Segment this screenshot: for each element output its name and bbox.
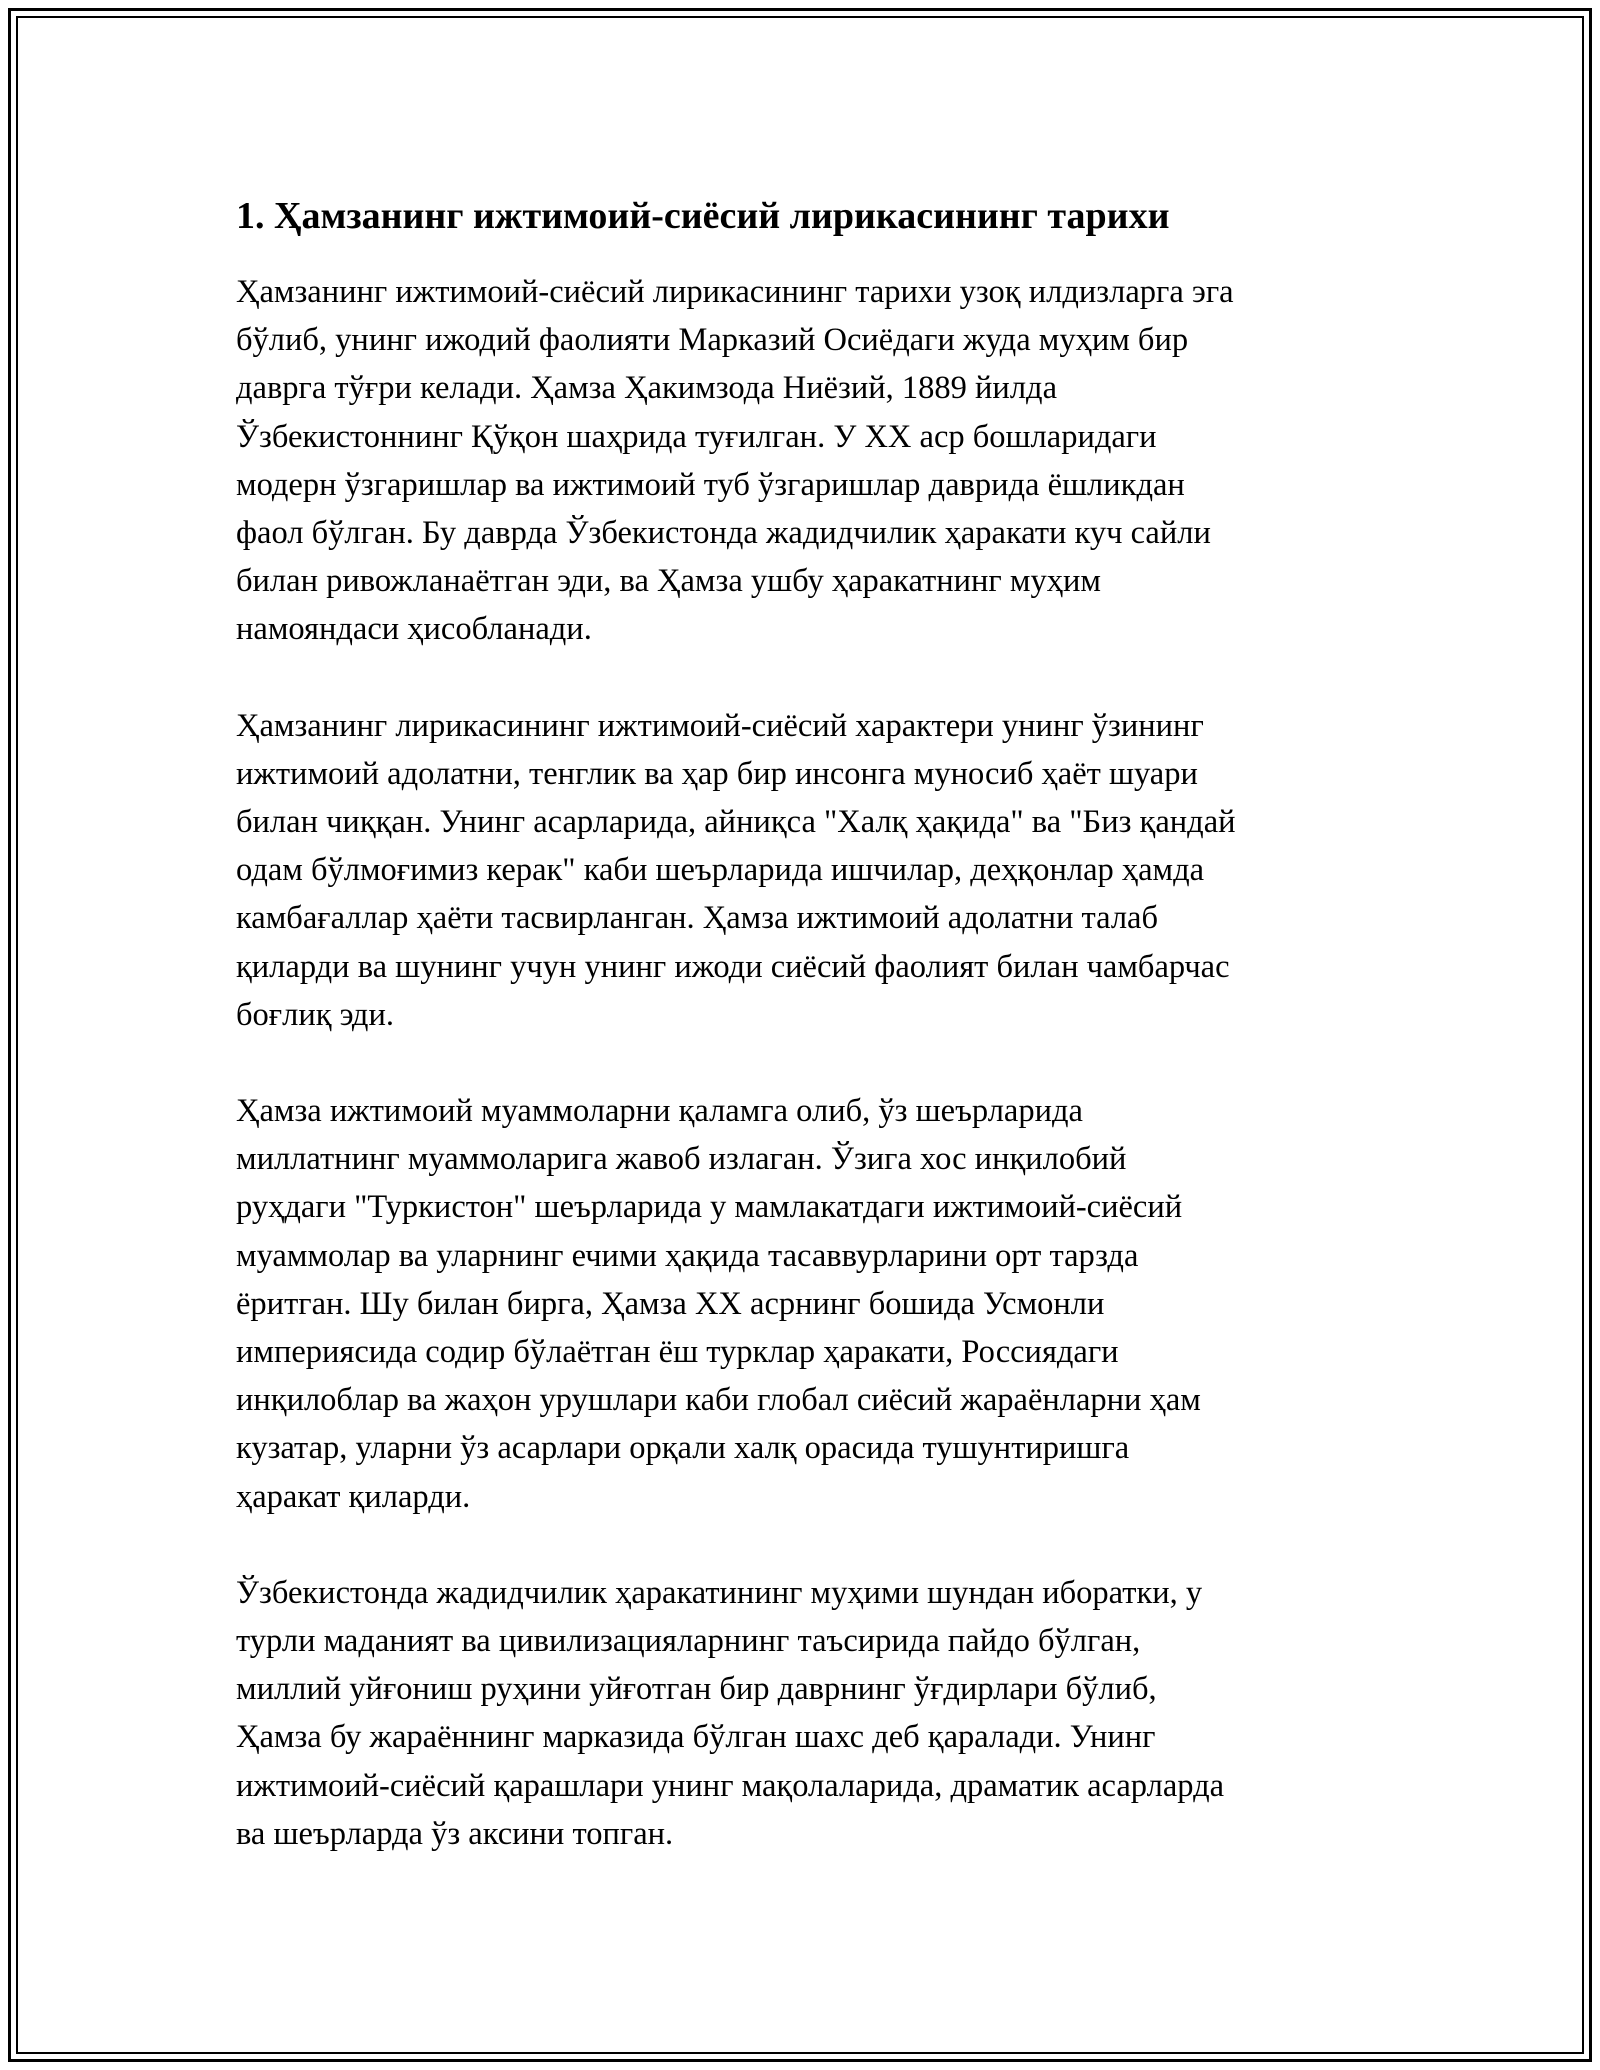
paragraph-4 (236, 1569, 1376, 1858)
paragraph-3 (236, 1087, 1376, 1521)
paragraph-line: Ҳамзанинг лирикасининг ижтимоий-сиёсий характери унинг ўзининг (236, 707, 1204, 744)
paragraph-line: империясида содир бўлаётган ёш турклар ҳаракати, Россиядаги (236, 1334, 1119, 1371)
paragraph-line: боғлиқ эди. (236, 996, 394, 1033)
section-heading: 1. Ҳамзанинг ижтимоий-сиёсий лирикасининг тарихи (236, 195, 1170, 237)
paragraph-line: кузатар, уларни ўз асарлари орқали халқ орасида тушунтиришга (236, 1430, 1130, 1467)
paragraph-line: модерн ўзгаришлар ва ижтимоий туб ўзгаришлар даврида ёшликдан (236, 466, 1185, 503)
paragraph-line: бўлиб, унинг ижодий фаолияти Марказий Осиёдаги жуда муҳим бир (236, 322, 1189, 359)
paragraph-line: инқилоблар ва жаҳон урушлари каби глобал сиёсий жараёнларни ҳам (236, 1382, 1201, 1419)
paragraph-line: намояндаси ҳисобланади. (236, 611, 592, 648)
paragraph-line: Ҳамза бу жараённинг марказида бўлган шахс деб қаралади. Унинг (236, 1719, 1156, 1756)
paragraph-line: турли маданият ва цивилизацияларнинг таъсирида пайдо бўлган, (236, 1623, 1141, 1660)
paragraph-line: одам бўлмоғимиз керак" каби шеърларида ишчилар, деҳқонлар ҳамда (236, 852, 1205, 889)
document-body (236, 188, 1376, 1906)
paragraph-line: ва шеърларда ўз аксини топган. (236, 1815, 674, 1852)
paragraph-line: фаол бўлган. Бу даврда Ўзбекистонда жадидчилик ҳаракати куч сайли (236, 515, 1211, 552)
paragraph-line: ёритган. Шу билан бирга, Ҳамза XX асрнинг бошида Усмонли (236, 1285, 1105, 1322)
paragraph-line: ҳаракат қиларди. (236, 1478, 471, 1515)
paragraph-list (236, 268, 1376, 1858)
paragraph-2 (236, 702, 1376, 1039)
paragraph-line: Ҳамзанинг ижтимоий-сиёсий лирикасининг тарихи узоқ илдизларга эга (236, 274, 1234, 310)
paragraph-1 (236, 268, 1376, 654)
paragraph-line: қиларди ва шунинг учун унинг ижоди сиёсий фаолият билан чамбарчас (236, 948, 1230, 985)
paragraph-line: муаммолар ва уларнинг ечими ҳақида тасаввурларини орт тарзда (236, 1237, 1139, 1274)
paragraph-line: миллатнинг муаммоларига жавоб излаган. Ўзига хос инқилобий (236, 1141, 1127, 1178)
paragraph-line: даврга тўғри келади. Ҳамза Ҳакимзода Ниёзий, 1889 йилда (236, 370, 1058, 407)
paragraph-line: миллий уйғониш руҳини уйғотган бир даврнинг ўғдирлари бўлиб, (236, 1671, 1157, 1708)
paragraph-line: билан чиққан. Унинг асарларида, айниқса "Халқ ҳақида" ва "Биз қандай (236, 804, 1236, 841)
paragraph-line: ижтимоий адолатни, тенглик ва ҳар бир инсонга муносиб ҳаёт шуари (236, 755, 1198, 792)
paragraph-line: ижтимоий-сиёсий қарашлари унинг мақолаларида, драматик асарларда (236, 1767, 1225, 1804)
paragraph-line: Ҳамза ижтимоий муаммоларни қаламга олиб, ўз шеърларида (236, 1093, 1083, 1130)
paragraph-line: камбағаллар ҳаёти тасвирланган. Ҳамза ижтимоий адолатни талаб (236, 900, 1158, 937)
paragraph-line: Ўзбекистонда жадидчилик ҳаракатининг муҳими шундан иборатки, у (236, 1574, 1203, 1611)
paragraph-line: руҳдаги "Туркистон" шеърларида у мамлакатдаги ижтимоий-сиёсий (236, 1189, 1183, 1226)
paragraph-line: билан ривожланаётган эди, ва Ҳамза ушбу ҳаракатнинг муҳим (236, 563, 1101, 600)
paragraph-line: Ўзбекистоннинг Қўқон шаҳрида туғилган. У XX аср бошларидаги (236, 418, 1157, 455)
